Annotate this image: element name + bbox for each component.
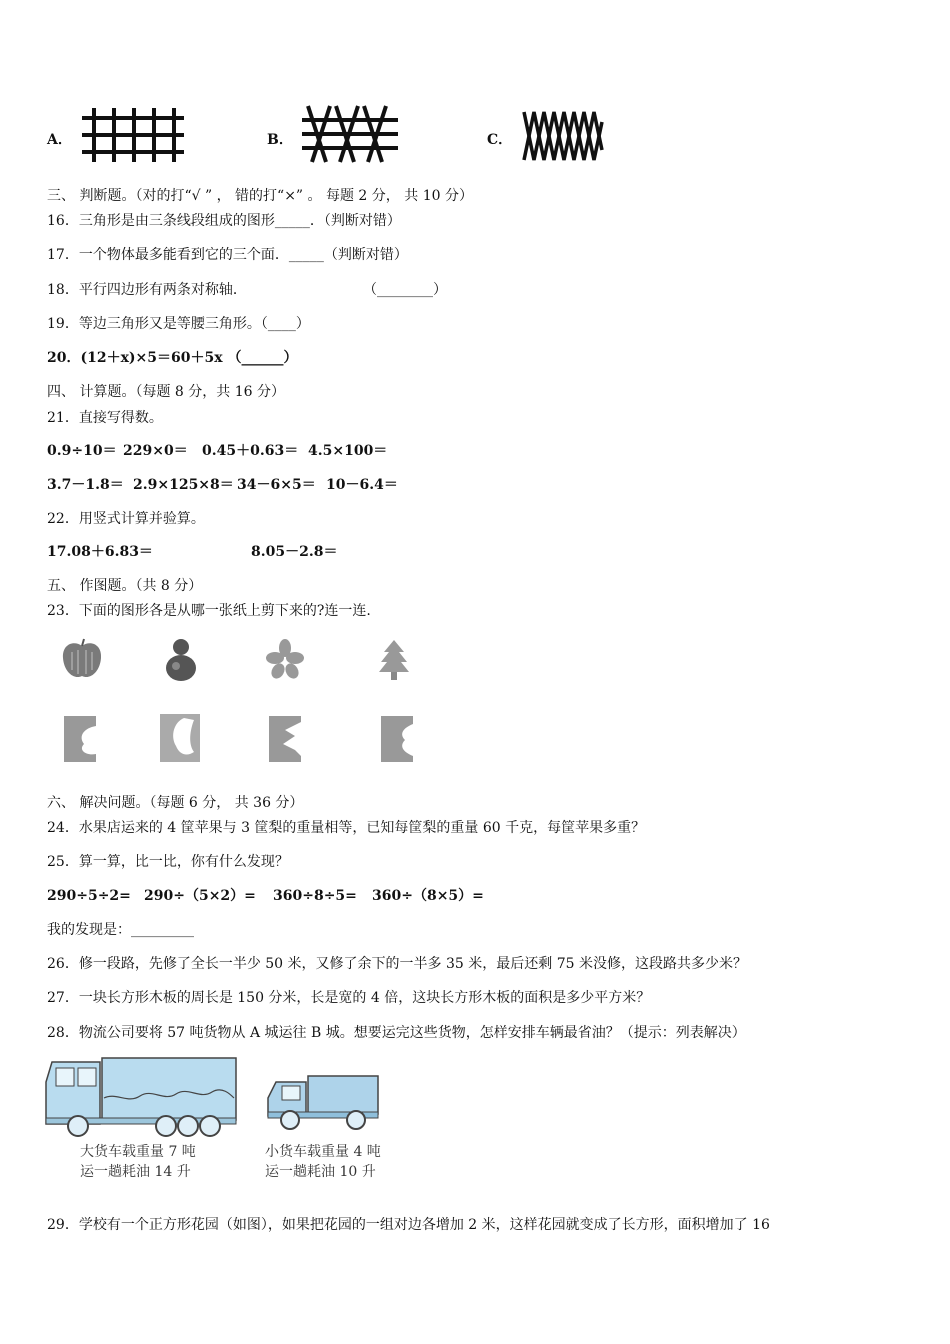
question-16: 16．三角形是由三条线段组成的图形_____．（判断对错） (47, 213, 401, 229)
paper-cut-a-icon (62, 714, 98, 764)
gourd-shape-icon (163, 636, 199, 684)
calc-item: 10－6.4＝ (326, 477, 398, 493)
calc-item: 0.45＋0.63＝ (202, 443, 299, 459)
small-truck-capacity: 小货车载重量 4 吨 (265, 1144, 381, 1160)
small-truck-icon (264, 1072, 382, 1134)
section4-header: 四、 计算题。（每题 8 分，共 16 分） (47, 384, 285, 400)
question-24: 24．水果店运来的 4 筐苹果与 3 筐梨的重量相等，已知每筐梨的重量 60 千克，每筐苹果多重？ (47, 820, 646, 836)
calc-item: 360÷8÷5= (273, 888, 357, 904)
calc-item: 290÷（5×2）= (144, 888, 256, 904)
zigzag-figure-c (520, 110, 604, 162)
question-26: 26．修一段路，先修了全长一半少 50 米，又修了余下的一半多 35 米，最后还剩 75 米没修，这段路共多少米？ (47, 956, 747, 972)
paper-cut-c-icon (267, 714, 303, 764)
big-truck-fuel: 运一趟耗油 14 升 (80, 1164, 191, 1180)
calc-item: 8.05－2.8＝ (251, 544, 338, 560)
question-18-blank: （________） (363, 282, 447, 298)
finding-line: 我的发现是：_________ (47, 922, 194, 938)
small-truck-fuel: 运一趟耗油 10 升 (265, 1164, 376, 1180)
calc-item: 3.7－1.8＝ (47, 477, 124, 493)
question-29: 29．学校有一个正方形花园（如图），如果把花园的一组对边各增加 2 米，这样花园就变成了长方形，面积增加了 16 (47, 1217, 770, 1233)
apple-shape-icon (60, 638, 105, 682)
question-23: 23．下面的图形各是从哪一张纸上剪下来的?连一连. (47, 603, 371, 619)
question-18 (47, 281, 447, 299)
option-a-label: A． (47, 132, 72, 148)
paper-cut-b-icon (158, 712, 202, 764)
question-22: 22．用竖式计算并验算。 (47, 511, 205, 527)
option-b-label: B． (267, 132, 293, 148)
calc-item: 4.5×100＝ (308, 443, 388, 459)
small-truck-caption (265, 1142, 381, 1182)
option-c-label: C． (487, 132, 513, 148)
calc-item: 360÷（8×5）= (372, 888, 484, 904)
calc-item: 34－6×5＝ (237, 477, 316, 493)
question-25: 25．算一算，比一比，你有什么发现？ (47, 854, 289, 870)
section3-header: 三、 判断题。（对的打“√ ” ， 错的打“×” 。 每题 2 分， 共 10 分） (47, 188, 473, 204)
grid-lines-figure-a (80, 106, 186, 164)
calc-item: 0.9÷10＝ (47, 443, 117, 459)
tree-shape-icon (376, 638, 412, 682)
flower-shape-icon (265, 638, 305, 680)
big-truck-caption (80, 1142, 196, 1182)
question-17: 17．一个物体最多能看到它的三个面．_____（判断对错） (47, 247, 408, 263)
question-19: 19．等边三角形又是等腰三角形。（____） (47, 316, 310, 332)
calc-item: 290÷5÷2= (47, 888, 131, 904)
question-21: 21．直接写得数。 (47, 410, 163, 426)
slanted-lines-figure-b (300, 104, 400, 164)
question-20: 20．(12＋x)×5＝60＋5x （______） (47, 350, 298, 366)
question-18-text: 18．平行四边形有两条对称轴． (47, 282, 247, 298)
section6-header: 六、 解决问题。（每题 6 分， 共 36 分） (47, 795, 304, 811)
calc-item: 2.9×125×8＝ (133, 477, 234, 493)
calc-item: 17.08＋6.83＝ (47, 544, 153, 560)
calc-item: 229×0＝ (123, 443, 188, 459)
question-27: 27．一块长方形木板的周长是 150 分米，长是宽的 4 倍，这块长方形木板的面积是多少平方米？ (47, 990, 651, 1006)
paper-cut-d-icon (379, 714, 415, 764)
section5-header: 五、 作图题。（共 8 分） (47, 578, 203, 594)
question-28: 28．物流公司要将 57 吨货物从 A 城运往 B 城。想要运完这些货物，怎样安排车辆最省油？（提示：列表解决） (47, 1025, 746, 1041)
big-truck-capacity: 大货车载重量 7 吨 (80, 1144, 196, 1160)
big-truck-icon (44, 1054, 240, 1140)
